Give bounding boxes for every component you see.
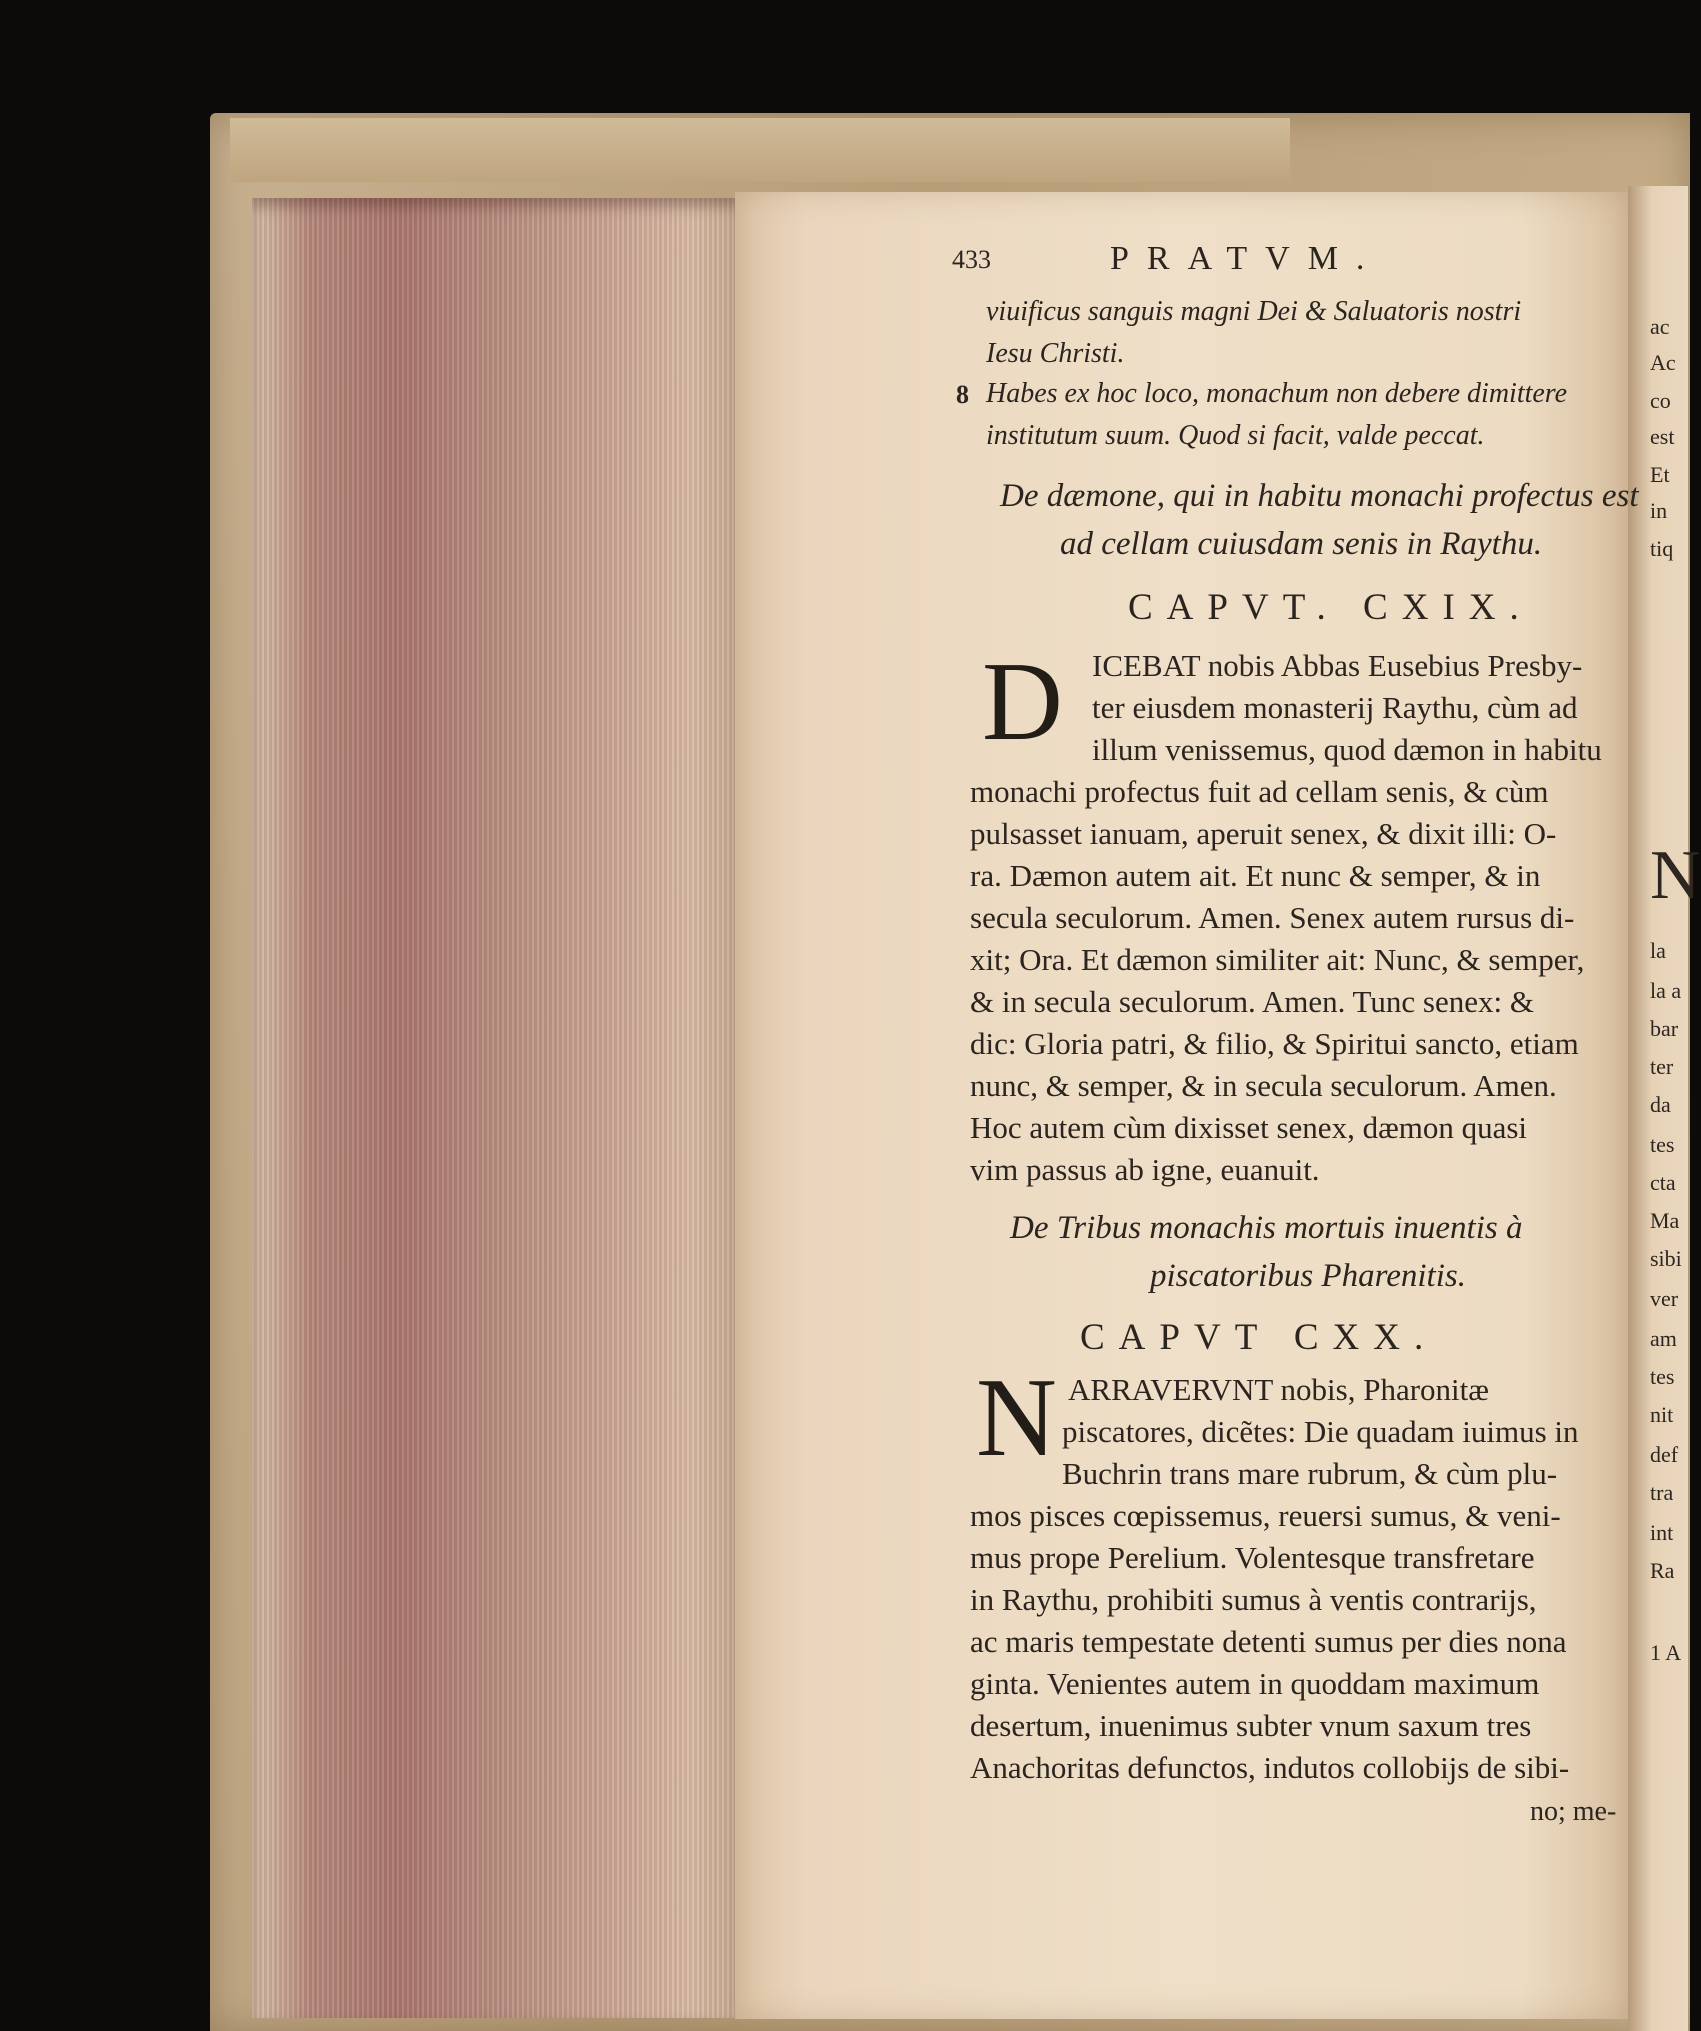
facing-fragment: cta [1650,1170,1676,1195]
text-line: ac maris tempestate detenti sumus per dies nona [970,1624,1567,1659]
facing-fragment: la [1650,938,1666,963]
text-line: & in secula seculorum. Amen. Tunc senex: & [970,984,1534,1019]
facing-fragment: def [1650,1442,1679,1467]
facing-fragment: Ma [1650,1208,1680,1233]
facing-fragment: 1 A [1650,1640,1682,1665]
facing-fragment: tra [1650,1480,1674,1505]
facing-fragment: tes [1650,1132,1675,1157]
text-line: mus prope Perelium. Volentesque transfretare [970,1540,1535,1575]
book-page [735,192,1628,2019]
binding-top-edge [230,118,1290,182]
text-line: pulsasset ianuam, aperuit senex, & dixit illi: O- [970,816,1557,851]
facing-page [1628,186,1701,2031]
facing-fragment: nit [1650,1402,1674,1427]
facing-fragment: int [1650,1520,1674,1545]
facing-fragment: in [1650,498,1668,523]
facing-fragment: ter [1650,1054,1674,1079]
text-line: viuificus sanguis magni Dei & Saluatoris nostri [986,296,1522,327]
facing-fragment: Ra [1650,1558,1675,1583]
text-line: ARRAVERVNT nobis, Pharonitæ [1068,1372,1489,1407]
text-line: vim passus ab igne, euanuit. [970,1152,1320,1187]
page-number: 433 [952,245,991,274]
text-line: xit; Ora. Et dæmon similiter ait: Nunc, & semper, [970,942,1585,977]
facing-fragment: tes [1650,1364,1675,1389]
facing-fragment: ver [1650,1286,1679,1311]
text-line: illum venissemus, quod dæmon in habitu [1092,732,1602,767]
chapter-heading: De Tribus monachis mortuis inuentis à [1010,1210,1523,1246]
text-line: secula seculorum. Amen. Senex autem rursus di- [970,900,1575,935]
drop-cap: N [976,1356,1057,1480]
text-line: piscatores, dicẽtes: Die quadam iuimus in [1062,1414,1579,1449]
facing-fragment: bar [1650,1016,1679,1041]
facing-fragment: ac [1650,314,1670,339]
text-line: ginta. Venientes autem in quoddam maximum [970,1666,1540,1701]
text-line: in Raythu, prohibiti sumus à ventis contrarijs, [970,1582,1537,1617]
facing-fragment: co [1650,388,1671,413]
margin-note-marker: 8 [956,380,969,409]
catchword: no; me- [1530,1796,1617,1827]
text-line: Anachoritas defunctos, indutos collobijs de sibi- [970,1750,1570,1785]
chapter-heading: De dæmone, qui in habitu monachi profectus est [1000,478,1639,514]
facing-fragment: am [1650,1326,1677,1351]
text-line: Habes ex hoc loco, monachum non debere dimittere [986,378,1568,409]
text-line: nunc, & semper, & in secula seculorum. Amen. [970,1068,1557,1103]
facing-fragment: la a [1650,978,1682,1003]
chapter-number: CAPVT. CXIX. [1128,587,1533,628]
text-line: Hoc autem cùm dixisset senex, dæmon quasi [970,1110,1528,1145]
text-line: ICEBAT nobis Abbas Eusebius Presby- [1092,648,1583,683]
text-line: desertum, inuenimus subter vnum saxum tres [970,1708,1532,1743]
text-line: ra. Dæmon autem ait. Et nunc & semper, & in [970,858,1541,893]
text-line: institutum suum. Quod si facit, valde peccat. [986,420,1485,451]
text-line: mos pisces cœpissemus, reuersi sumus, & veni- [970,1498,1561,1533]
text-line: Buchrin trans mare rubrum, & cùm plu- [1062,1456,1558,1491]
chapter-heading: ad cellam cuiusdam senis in Raythu. [1060,526,1543,562]
facing-fragment: sibi [1650,1246,1682,1271]
facing-fragment: da [1650,1092,1671,1117]
facing-fragment: tiq [1650,536,1674,561]
facing-fragment: est [1650,424,1675,449]
running-title: PRATVM. [1110,240,1383,277]
drop-cap: D [982,640,1063,764]
facing-fragment: Et [1650,462,1670,487]
chapter-heading: piscatoribus Pharenitis. [1150,1258,1466,1294]
page-block-edge [252,198,740,2018]
chapter-number: CAPVT CXX. [1080,1317,1438,1358]
text-line: Iesu Christi. [986,338,1125,369]
text-line: ter eiusdem monasterij Raythu, cùm ad [1092,690,1578,725]
text-line: dic: Gloria patri, & filio, & Spiritui sancto, etiam [970,1026,1579,1061]
text-line: monachi profectus fuit ad cellam senis, & cùm [970,774,1549,809]
facing-fragment: Ac [1650,350,1676,375]
facing-fragment: N [1650,837,1701,914]
